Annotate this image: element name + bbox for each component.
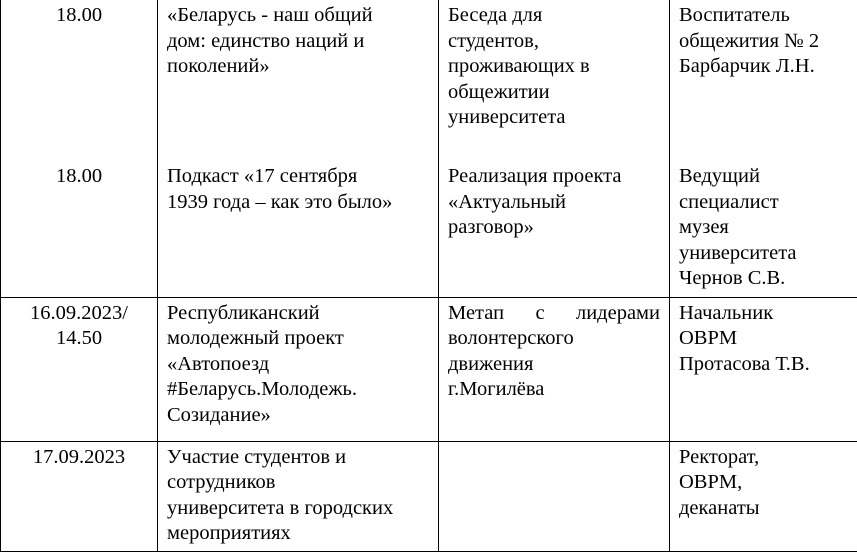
responsible-cell xyxy=(670,161,857,297)
cell-line: сотрудников xyxy=(167,471,276,493)
cell-line: общежитии xyxy=(448,80,550,103)
cell-line: поколений» xyxy=(167,55,270,77)
cell-line: университета xyxy=(448,106,566,128)
format-cell xyxy=(439,297,670,441)
cell-line: Участие студентов и xyxy=(167,445,347,468)
cell-line: «Беларусь - наш общий xyxy=(167,4,373,26)
cell-line: Беседа для xyxy=(448,4,543,26)
format-cell xyxy=(439,161,670,297)
event-cell xyxy=(158,441,439,551)
cell-line: ОВРМ, xyxy=(679,471,743,493)
cell-line: 18.00 xyxy=(55,165,103,187)
cell-line: специалист xyxy=(679,190,779,213)
cell-line: музея xyxy=(679,216,729,238)
time-cell xyxy=(1,441,158,551)
cell-line: ОВРМ xyxy=(679,327,738,349)
cell-line: Ректорат, xyxy=(679,445,760,468)
cell-line: движения xyxy=(448,352,534,375)
cell-line: проживающих в xyxy=(448,55,590,77)
responsible-cell xyxy=(670,0,857,161)
event-cell xyxy=(158,297,439,441)
cell-line: молодежный проект xyxy=(167,327,344,349)
cell-line: #Беларусь.Молодежь. xyxy=(167,378,358,400)
format-cell xyxy=(439,441,670,551)
cell-line: дом: единство наций и xyxy=(167,29,365,52)
cell-line: общежития № 2 xyxy=(679,29,820,52)
cell-line: разговор» xyxy=(448,216,534,238)
cell-line: г.Могилёва xyxy=(448,378,545,400)
time-cell xyxy=(1,161,158,297)
cell-line: Воспитатель xyxy=(679,4,790,26)
event-cell xyxy=(158,161,439,297)
cell-line: мероприятиях xyxy=(167,522,291,544)
cell-line: Барбарчик Л.Н. xyxy=(679,55,815,77)
cell-line: Начальник xyxy=(679,301,774,324)
time-cell xyxy=(1,0,158,161)
table-row xyxy=(1,441,857,551)
cell-line: Созидание» xyxy=(167,403,271,426)
cell-line: университета xyxy=(679,241,797,264)
cell-line: Протасова Т.В. xyxy=(679,352,810,375)
cell-line: «Автопоезд xyxy=(167,352,270,375)
cell-line: Метап с лидерами xyxy=(448,301,660,324)
cell-line: Республиканский xyxy=(167,301,320,324)
cell-line: Чернов С.В. xyxy=(679,267,786,289)
cell-line: 17.09.2023 xyxy=(32,445,126,468)
cell-line: 14.50 xyxy=(55,327,103,349)
responsible-cell xyxy=(670,441,857,551)
cell-line: волонтерского xyxy=(448,327,574,349)
event-cell xyxy=(158,0,439,161)
cell-line: 1939 года – как это было» xyxy=(167,190,393,213)
table-row xyxy=(1,161,857,297)
cell-line: 16.09.2023/ xyxy=(30,301,128,324)
cell-line: Реализация проекта xyxy=(448,165,622,187)
cell-line: Ведущий xyxy=(679,165,760,187)
table-row xyxy=(1,0,857,161)
cell-line: «Актуальный xyxy=(448,190,566,213)
table-row xyxy=(1,297,857,441)
cell-line: университета в городских xyxy=(167,496,394,519)
cell-line: Подкаст «17 сентября xyxy=(167,165,358,187)
time-cell xyxy=(1,297,158,441)
cell-line: 18.00 xyxy=(55,4,103,26)
format-cell xyxy=(439,0,670,161)
cell-line: деканаты xyxy=(679,496,760,519)
cell-line: студентов, xyxy=(448,29,539,52)
responsible-cell xyxy=(670,297,857,441)
